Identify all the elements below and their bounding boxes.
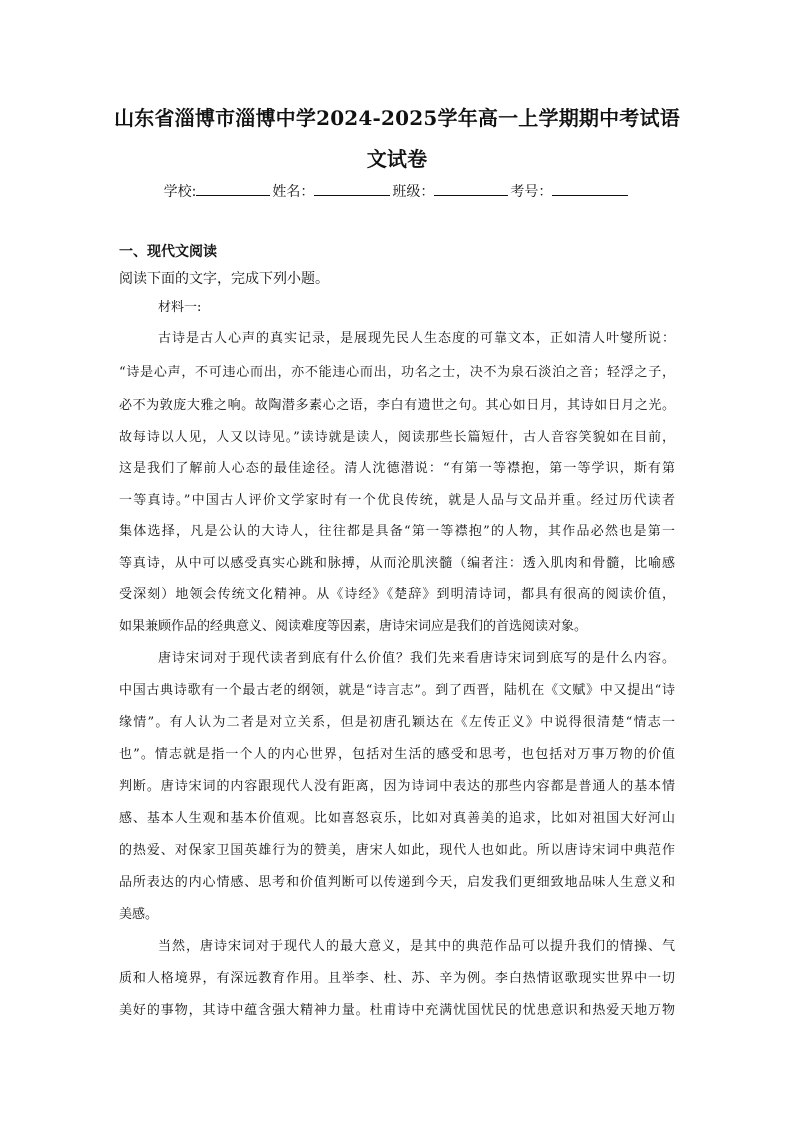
paragraph-line: 这是我们了解前人心态的最佳途径。清人沈德潜说：“有第一等襟抱，第一等学识，斯有第 <box>119 461 675 476</box>
section-heading: 一、现代文阅读 <box>119 244 217 260</box>
paragraph-line: 如果兼顾作品的经典意义、阅读难度等因素，唐诗宋词应是我们的首选阅读对象。 <box>119 619 588 634</box>
paragraph-line: 必不为敦庞大雅之响。故陶潜多素心之语，李白有遗世之句。其心如日月，其诗如日月之光。 <box>119 398 675 413</box>
paragraph-line: 唐诗宋词对于现代读者到底有什么价值？我们先来看唐诗宋词到底写的是什么内容。 <box>158 651 675 666</box>
name-blank[interactable] <box>314 181 390 196</box>
exam-title-line2: 文试卷 <box>366 147 428 171</box>
material-label: 材料一: <box>158 300 202 315</box>
section-instruction: 阅读下面的文字，完成下列小题。 <box>119 271 329 287</box>
student-info-row <box>0 181 794 201</box>
paragraph-line: 缘情”。有人认为二者是对立关系，但是初唐孔颖达在《左传正义》中说得很清楚“情志一 <box>119 715 675 730</box>
paragraph-line: 美好的事物，其诗中蕴含强大精神力量。杜甫诗中充满忧国忧民的忧患意识和热爱天地万物 <box>119 1003 675 1018</box>
exam-no-label: 考号： <box>510 184 553 200</box>
paragraph-line: 中国古典诗歌有一个最古老的纲领，就是“诗言志”。到了西晋，陆机在《文赋》中又提出“诗 <box>119 683 675 698</box>
paragraph-line: 一等真诗。”中国古人评价文学家时有一个优良传统，就是人品与文品并重。经过历代读者 <box>119 493 675 508</box>
exam-title-line1: 山东省淄博市淄博中学2024-2025学年高一上学期期中考试语 <box>114 106 680 130</box>
name-label: 姓名： <box>272 184 315 200</box>
paragraph-line: 判断。唐诗宋词的内容跟现代人没有距离，因为诗词中表达的那些内容都是普通人的基本情 <box>119 779 675 794</box>
exam-no-blank[interactable] <box>552 181 628 196</box>
paragraph-line: 质和人格境界，有深远教育作用。且举李、杜、苏、辛为例。李白热情讴歌现实世界中一切 <box>119 971 675 986</box>
paragraph-line: 故每诗以人见，人又以诗见。”读诗就是读人，阅读那些长篇短什，古人音容笑貌如在目前， <box>119 430 675 445</box>
class-blank[interactable] <box>434 181 508 196</box>
paragraph-line: 集体选择，凡是公认的大诗人，往往都是具备“第一等襟抱”的人物，其作品必然也是第一 <box>119 524 675 539</box>
paragraph-line: 受深刻）地领会传统文化精神。从《诗经》《楚辞》到明清诗词，都具有很高的阅读价值， <box>119 587 675 602</box>
paragraph-line: 等真诗，从中可以感受真实心跳和脉搏，从而沦肌浃髓（编者注：透入肌肉和骨髓，比喻感 <box>119 556 675 571</box>
paragraph-line: 美感。 <box>119 907 159 922</box>
paragraph-line: 当然，唐诗宋词对于现代人的最大意义，是其中的典范作品可以提升我们的情操、气 <box>158 939 675 954</box>
school-label: 学校: <box>163 184 197 200</box>
paragraph-line: 古诗是古人心声的真实记录，是展现先民人生态度的可靠文本，正如清人叶燮所说： <box>158 331 675 346</box>
paragraph-line: 感、基本人生观和基本价值观。比如喜怒哀乐，比如对真善美的追求，比如对祖国大好河山 <box>119 811 675 826</box>
paragraph-line: “诗是心声，不可违心而出，亦不能违心而出，功名之士，决不为泉石淡泊之音；轻浮之子， <box>119 365 675 380</box>
class-label: 班级： <box>392 184 435 200</box>
paragraph-line: 品所表达的内心情感、思考和价值判断可以传递到今天，启发我们更细致地品味人生意义和 <box>119 875 675 890</box>
school-blank[interactable] <box>196 181 270 196</box>
paragraph-line: 也”。情志就是指一个人的内心世界，包括对生活的感受和思考，也包括对万事万物的价值 <box>119 747 675 762</box>
paragraph-line: 的热爱、对保家卫国英雄行为的赞美，唐宋人如此，现代人也如此。所以唐诗宋词中典范作 <box>119 843 675 858</box>
